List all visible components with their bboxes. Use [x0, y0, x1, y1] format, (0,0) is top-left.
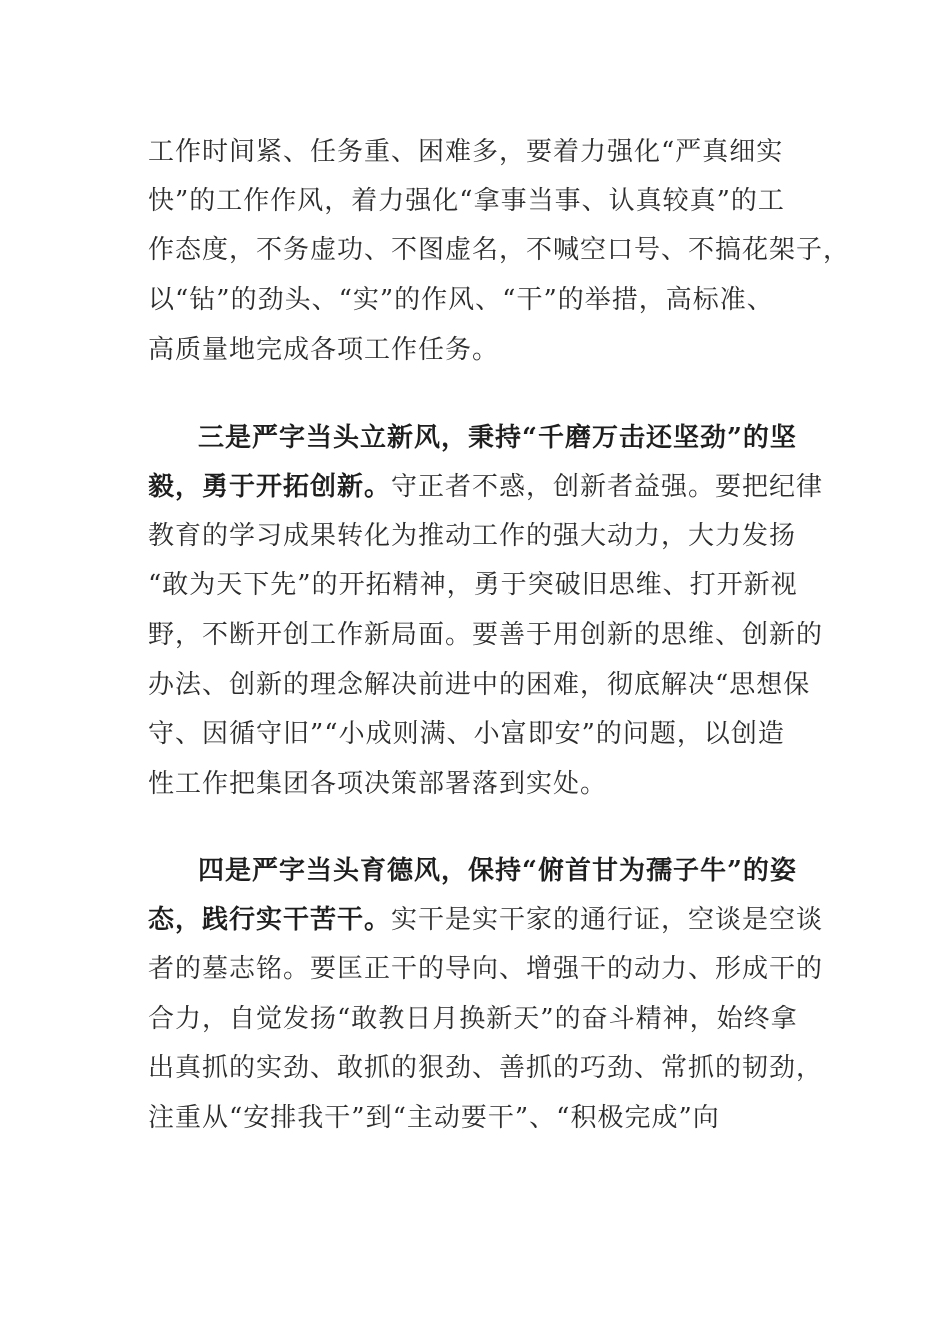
paragraph-2-heading-line-1: 三是严字当头立新风，秉持“千磨万击还坚劲”的坚 — [198, 423, 797, 453]
paragraph-3-line-2-text: 实干是实干家的通行证，空谈是空谈 — [391, 905, 824, 935]
paragraph-2-line-4: “敢为天下先”的开拓精神，勇于突破旧思维、打开新视 — [148, 570, 798, 600]
paragraph-3-line-2 — [148, 904, 823, 936]
paragraph-1-line-3: 作态度，不务虚功、不图虚名，不喊空口号、不搞花架子， — [148, 235, 851, 265]
paragraph-3-line-6: 注重从“安排我干”到“主动要干”、“积极完成”向 — [148, 1103, 720, 1133]
paragraph-1-line-5: 高质量地完成各项工作任务。 — [148, 335, 500, 365]
paragraph-3-heading-end: 态，践行实干苦干。 — [148, 905, 392, 935]
paragraph-2-line-3: 教育的学习成果转化为推动工作的强大动力，大力发扬 — [148, 521, 797, 551]
paragraph-2-line-6: 办法、创新的理念解决前进中的困难，彻底解决“思想保 — [148, 670, 811, 700]
paragraph-3-line-5: 出真抓的实劲、敢抓的狠劲、善抓的巧劲、常抓的韧劲， — [148, 1053, 824, 1083]
paragraph-1-line-1: 工作时间紧、任务重、困难多，要着力强化“严真细实 — [148, 137, 784, 167]
paragraph-2-line-5: 野，不断开创工作新局面。要善于用创新的思维、创新的 — [148, 620, 824, 650]
paragraph-1-line-4: 以“钻”的劲头、“实”的作风、“干”的举措，高标准、 — [148, 285, 774, 315]
paragraph-2-line-8: 性工作把集团各项决策部署落到实处。 — [148, 769, 608, 799]
paragraph-3-heading-line-1: 四是严字当头育德风，保持“俯首甘为孺子牛”的姿 — [198, 856, 797, 886]
paragraph-2-line-7: 守、因循守旧”“小成则满、小富即安”的问题，以创造 — [148, 719, 785, 749]
paragraph-3-line-4: 合力，自觉发扬“敢教日月换新天”的奋斗精神，始终拿 — [148, 1004, 798, 1034]
paragraph-2-line-2 — [148, 471, 823, 503]
paragraph-2-heading-end: 毅，勇于开拓创新。 — [148, 472, 392, 502]
paragraph-2-line-2-text: 守正者不惑，创新者益强。要把纪律 — [391, 472, 824, 502]
paragraph-1-line-2: 快”的工作作风，着力强化“拿事当事、认真较真”的工 — [148, 186, 785, 216]
paragraph-3-line-3: 者的墓志铭。要匡正干的导向、增强干的动力、形成干的 — [148, 954, 824, 984]
